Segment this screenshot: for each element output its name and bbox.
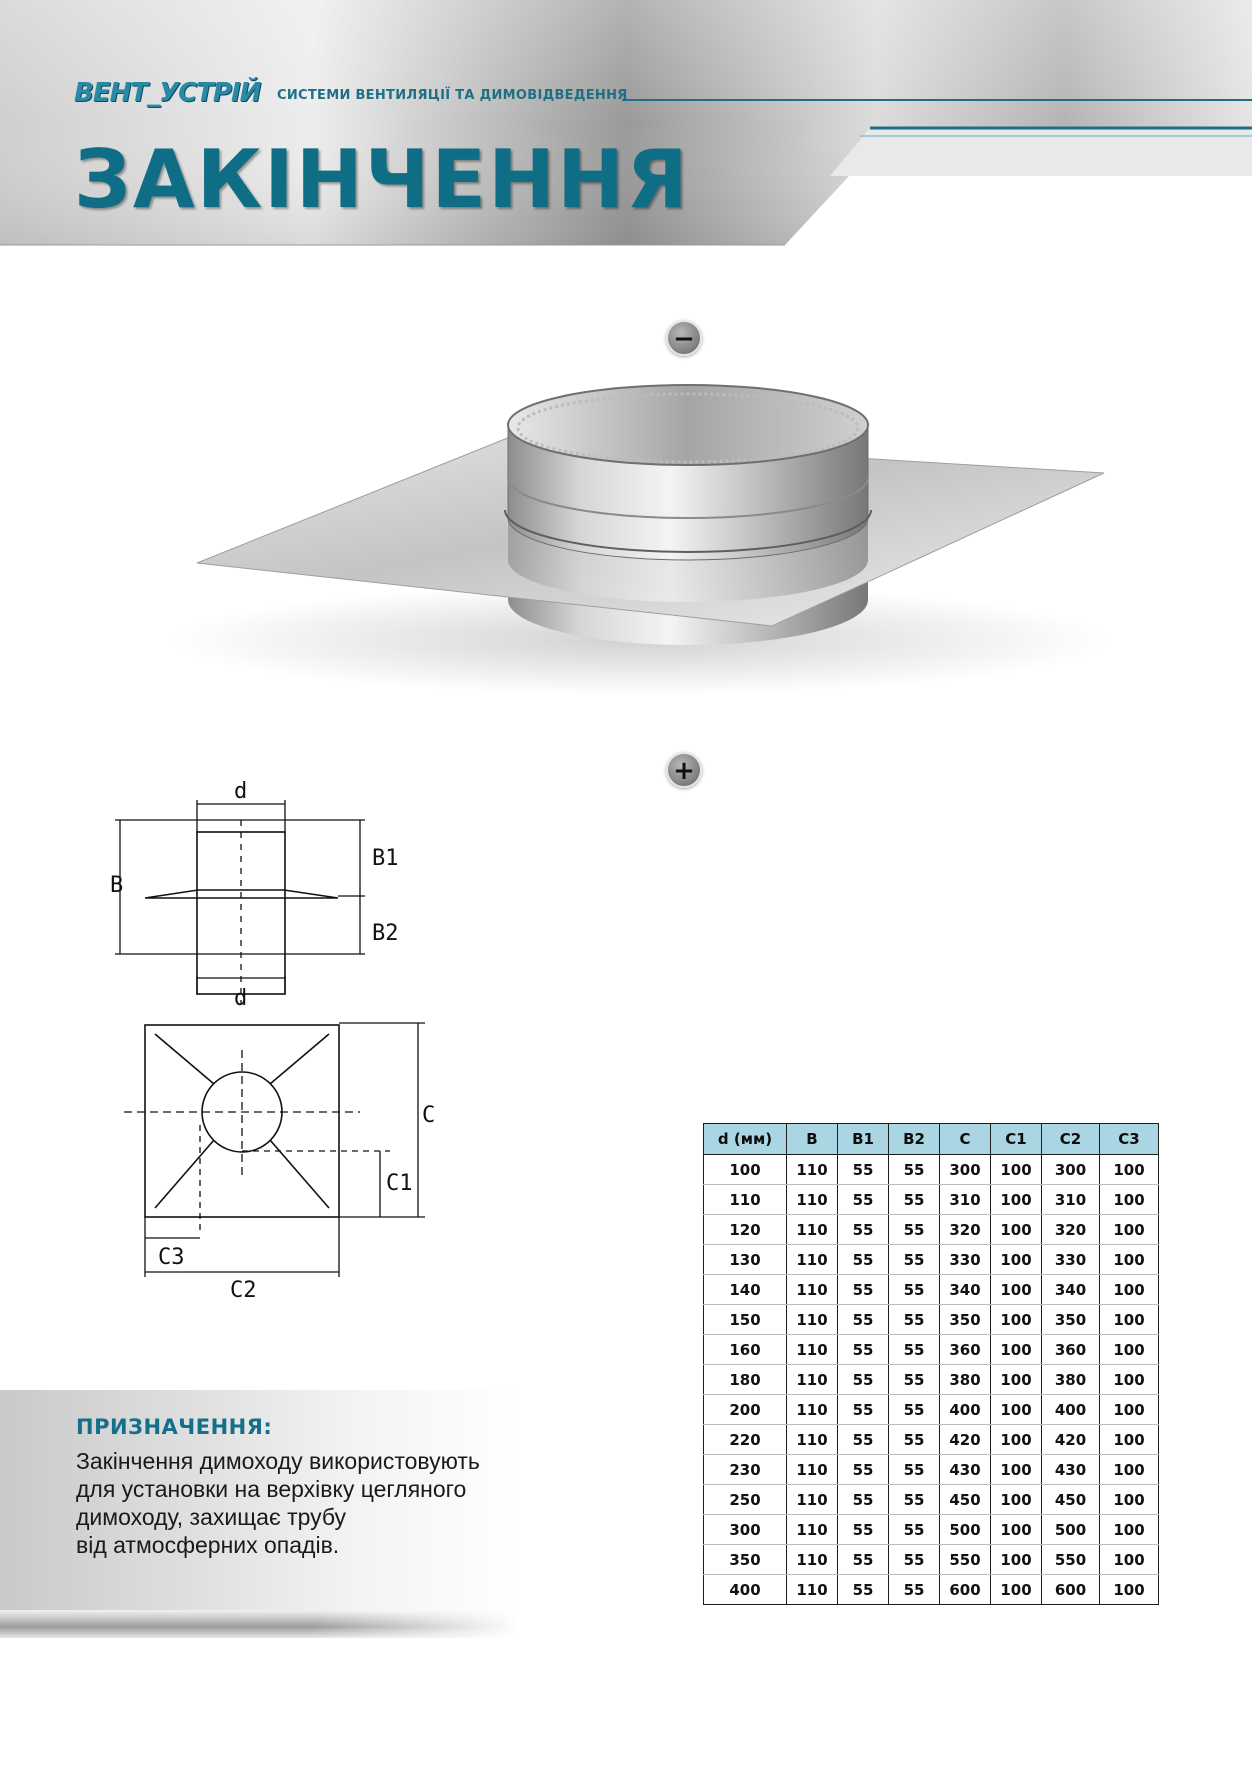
table-cell: 55 <box>889 1155 940 1185</box>
brand-logo <box>74 70 260 116</box>
drawing-label-d-top: d <box>234 986 248 1011</box>
table-row <box>704 1185 1159 1215</box>
table-cell: 55 <box>838 1545 889 1575</box>
drawing-label-b: B <box>110 873 124 898</box>
column-header-b: B <box>787 1124 838 1155</box>
table-cell: 55 <box>838 1455 889 1485</box>
column-header-d: d (мм) <box>704 1124 787 1155</box>
table-cell: 55 <box>889 1575 940 1605</box>
table-cell: 100 <box>991 1485 1042 1515</box>
table-cell: 55 <box>889 1185 940 1215</box>
table-cell: 430 <box>1042 1455 1100 1485</box>
purpose-line: для установки на верхівку цегляного <box>76 1476 467 1502</box>
table-cell: 310 <box>1042 1185 1100 1215</box>
drawing-label-c1: C1 <box>386 1171 413 1196</box>
table-header-row <box>704 1124 1159 1155</box>
table-cell: 55 <box>838 1185 889 1215</box>
table-cell: 110 <box>787 1395 838 1425</box>
table-cell: 55 <box>889 1395 940 1425</box>
drawing-label-c3: C3 <box>158 1245 185 1270</box>
table-cell: 110 <box>787 1485 838 1515</box>
table-cell: 100 <box>1100 1155 1159 1185</box>
table-cell: 55 <box>838 1155 889 1185</box>
drawing-label-b2: B2 <box>372 921 399 946</box>
table-cell: 100 <box>1100 1215 1159 1245</box>
column-header-c1: C1 <box>991 1124 1042 1155</box>
drawing-label-c2: C2 <box>230 1278 257 1300</box>
table-cell: 100 <box>1100 1245 1159 1275</box>
page-header <box>0 0 1252 250</box>
table-cell: 200 <box>704 1395 787 1425</box>
table-cell: 340 <box>940 1275 991 1305</box>
table-cell: 55 <box>889 1455 940 1485</box>
table-cell: 360 <box>940 1335 991 1365</box>
purpose-line: від атмосферних опадів. <box>76 1532 340 1558</box>
table-cell: 300 <box>940 1155 991 1185</box>
table-cell: 360 <box>1042 1335 1100 1365</box>
table-cell: 400 <box>1042 1395 1100 1425</box>
table-cell: 55 <box>838 1245 889 1275</box>
page-title: ЗАКІНЧЕННЯ <box>74 133 690 226</box>
table-row <box>704 1395 1159 1425</box>
table-cell: 110 <box>787 1545 838 1575</box>
table-cell: 380 <box>1042 1365 1100 1395</box>
table-row <box>704 1455 1159 1485</box>
table-cell: 230 <box>704 1455 787 1485</box>
table-cell: 350 <box>940 1305 991 1335</box>
table-cell: 340 <box>1042 1275 1100 1305</box>
table-cell: 500 <box>1042 1515 1100 1545</box>
table-row <box>704 1155 1159 1185</box>
top-view <box>124 1023 425 1277</box>
table-cell: 110 <box>787 1305 838 1335</box>
table-row <box>704 1305 1159 1335</box>
table-row <box>704 1425 1159 1455</box>
drawing-label-b1: B1 <box>372 846 399 871</box>
table-cell: 300 <box>704 1515 787 1545</box>
brand-logo-text: ВЕНТ_УСТРІЙ <box>74 78 261 108</box>
side-view <box>115 800 365 1005</box>
table-cell: 100 <box>991 1425 1042 1455</box>
table-cell: 55 <box>838 1335 889 1365</box>
product-photo <box>0 300 1252 790</box>
table-cell: 55 <box>889 1215 940 1245</box>
purpose-title: ПРИЗНАЧЕННЯ: <box>76 1415 273 1439</box>
table-cell: 600 <box>1042 1575 1100 1605</box>
table-cell: 55 <box>838 1275 889 1305</box>
table-cell: 100 <box>1100 1515 1159 1545</box>
table-cell: 450 <box>940 1485 991 1515</box>
table-cell: 100 <box>991 1305 1042 1335</box>
table-cell: 100 <box>991 1245 1042 1275</box>
table-cell: 100 <box>991 1575 1042 1605</box>
table-cell: 55 <box>838 1485 889 1515</box>
table-cell: 100 <box>991 1155 1042 1185</box>
table-row <box>704 1515 1159 1545</box>
column-header-c2: C2 <box>1042 1124 1100 1155</box>
table-cell: 100 <box>1100 1275 1159 1305</box>
table-cell: 100 <box>1100 1335 1159 1365</box>
table-cell: 300 <box>1042 1155 1100 1185</box>
table-cell: 100 <box>1100 1395 1159 1425</box>
table-cell: 120 <box>704 1215 787 1245</box>
drawing-label-c: C <box>422 1103 436 1128</box>
table-cell: 55 <box>838 1515 889 1545</box>
table-cell: 100 <box>991 1365 1042 1395</box>
table-cell: 110 <box>787 1335 838 1365</box>
table-cell: 100 <box>1100 1425 1159 1455</box>
table-cell: 350 <box>1042 1305 1100 1335</box>
table-cell: 55 <box>889 1515 940 1545</box>
purpose-line: димоходу, захищає трубу <box>76 1504 347 1530</box>
table-cell: 250 <box>704 1485 787 1515</box>
table-cell: 500 <box>940 1515 991 1545</box>
table-cell: 110 <box>787 1155 838 1185</box>
table-cell: 100 <box>1100 1365 1159 1395</box>
table-cell: 55 <box>889 1485 940 1515</box>
table-cell: 320 <box>940 1215 991 1245</box>
table-cell: 160 <box>704 1335 787 1365</box>
table-cell: 110 <box>787 1215 838 1245</box>
table-cell: 100 <box>991 1455 1042 1485</box>
table-cell: 100 <box>1100 1485 1159 1515</box>
table-cell: 110 <box>787 1455 838 1485</box>
table-cell: 100 <box>704 1155 787 1185</box>
decorative-band <box>0 1610 520 1638</box>
table-cell: 100 <box>991 1275 1042 1305</box>
table-cell: 55 <box>838 1365 889 1395</box>
table-cell: 55 <box>838 1215 889 1245</box>
table-row <box>704 1335 1159 1365</box>
table-cell: 55 <box>838 1575 889 1605</box>
table-cell: 100 <box>1100 1305 1159 1335</box>
table-cell: 100 <box>991 1515 1042 1545</box>
table-row <box>704 1275 1159 1305</box>
table-cell: 430 <box>940 1455 991 1485</box>
table-cell: 100 <box>1100 1575 1159 1605</box>
zoom-out-button[interactable]: − <box>666 320 702 356</box>
purpose-line: Закінчення димоходу використовують <box>76 1448 480 1474</box>
table-cell: 100 <box>1100 1185 1159 1215</box>
table-cell: 220 <box>704 1425 787 1455</box>
table-cell: 55 <box>889 1425 940 1455</box>
table-cell: 100 <box>991 1395 1042 1425</box>
table-cell: 55 <box>889 1545 940 1575</box>
table-cell: 550 <box>1042 1545 1100 1575</box>
column-header-b1: B1 <box>838 1124 889 1155</box>
table-row <box>704 1245 1159 1275</box>
table-cell: 55 <box>889 1245 940 1275</box>
table-cell: 110 <box>787 1515 838 1545</box>
table-cell: 350 <box>704 1545 787 1575</box>
purpose-description <box>76 1447 480 1559</box>
table-cell: 140 <box>704 1275 787 1305</box>
table-row <box>704 1215 1159 1245</box>
table-cell: 400 <box>704 1575 787 1605</box>
table-cell: 55 <box>889 1305 940 1335</box>
table-cell: 330 <box>1042 1245 1100 1275</box>
dimensions-table <box>703 1123 1159 1605</box>
table-cell: 380 <box>940 1365 991 1395</box>
column-header-c3: C3 <box>1100 1124 1159 1155</box>
table-cell: 420 <box>940 1425 991 1455</box>
table-cell: 55 <box>838 1395 889 1425</box>
drawing-label-d-side: d <box>234 780 248 804</box>
table-cell: 600 <box>940 1575 991 1605</box>
table-cell: 55 <box>838 1305 889 1335</box>
table-cell: 110 <box>787 1425 838 1455</box>
table-body <box>704 1155 1159 1605</box>
table-cell: 100 <box>991 1335 1042 1365</box>
table-row <box>704 1365 1159 1395</box>
table-cell: 330 <box>940 1245 991 1275</box>
table-cell: 180 <box>704 1365 787 1395</box>
table-cell: 100 <box>991 1545 1042 1575</box>
zoom-in-button[interactable]: + <box>666 752 702 788</box>
table-cell: 55 <box>889 1335 940 1365</box>
table-cell: 130 <box>704 1245 787 1275</box>
table-cell: 100 <box>1100 1545 1159 1575</box>
table-cell: 320 <box>1042 1215 1100 1245</box>
table-cell: 110 <box>787 1185 838 1215</box>
table-row <box>704 1545 1159 1575</box>
column-header-b2: B2 <box>889 1124 940 1155</box>
table-cell: 400 <box>940 1395 991 1425</box>
table-cell: 100 <box>1100 1455 1159 1485</box>
technical-drawing <box>110 780 450 1300</box>
table-cell: 110 <box>787 1365 838 1395</box>
table-row <box>704 1485 1159 1515</box>
table-cell: 100 <box>991 1185 1042 1215</box>
table-cell: 55 <box>838 1425 889 1455</box>
table-cell: 100 <box>991 1215 1042 1245</box>
table-cell: 110 <box>787 1275 838 1305</box>
table-cell: 110 <box>787 1245 838 1275</box>
table-cell: 110 <box>704 1185 787 1215</box>
table-cell: 420 <box>1042 1425 1100 1455</box>
brand-tagline: СИСТЕМИ ВЕНТИЛЯЦІЇ ТА ДИМОВІДВЕДЕННЯ <box>277 88 628 103</box>
table-cell: 55 <box>889 1365 940 1395</box>
table-cell: 550 <box>940 1545 991 1575</box>
table-row <box>704 1575 1159 1605</box>
table-cell: 310 <box>940 1185 991 1215</box>
table-cell: 150 <box>704 1305 787 1335</box>
table-cell: 55 <box>889 1275 940 1305</box>
column-header-c: C <box>940 1124 991 1155</box>
table-cell: 110 <box>787 1575 838 1605</box>
table-cell: 450 <box>1042 1485 1100 1515</box>
